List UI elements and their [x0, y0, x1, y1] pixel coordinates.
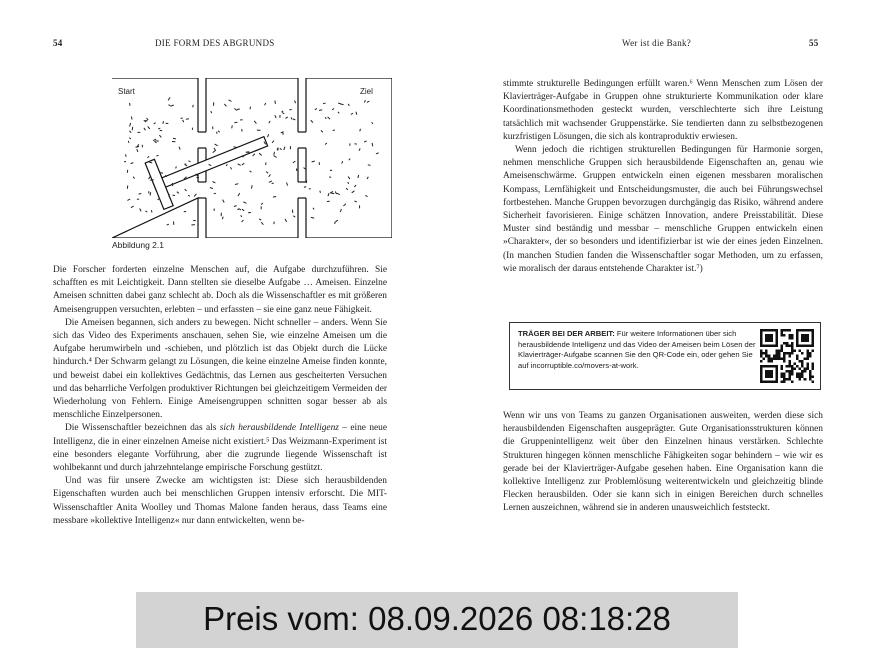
- ant: [365, 195, 367, 196]
- figure-caption: Abbildung 2.1: [112, 240, 164, 250]
- ant: [242, 209, 244, 211]
- ant: [340, 104, 344, 105]
- ant: [250, 171, 252, 173]
- ant: [214, 193, 216, 194]
- ant: [215, 144, 218, 146]
- ant: [241, 215, 242, 217]
- ant: [131, 206, 134, 208]
- right-page-number: 55: [809, 38, 819, 48]
- ant: [337, 193, 340, 194]
- ant: [330, 170, 332, 171]
- ant: [319, 110, 322, 111]
- ant: [168, 97, 170, 100]
- left-page-number: 54: [53, 38, 63, 48]
- ant: [154, 123, 156, 124]
- ant: [364, 141, 367, 142]
- ant: [237, 109, 240, 110]
- ant: [372, 122, 373, 123]
- ant: [315, 108, 317, 110]
- maze-right-chamber: [306, 78, 392, 238]
- ant: [238, 164, 241, 166]
- ant: [193, 105, 194, 107]
- ant: [323, 103, 325, 104]
- ant: [274, 156, 277, 158]
- ant: [291, 117, 292, 119]
- ant: [352, 191, 355, 193]
- ant: [131, 117, 132, 120]
- ant: [340, 209, 341, 212]
- ant: [229, 100, 232, 102]
- ant: [159, 135, 161, 137]
- ant: [333, 130, 335, 131]
- paragraph: Die Ameisen begannen, sich anders zu bewegen. Nicht schneller – anders. Wenn Sie sich das Video des Experiments anschauen, sehen Sie, wie einzelne Ameisen um die Aufgabe herumwirbeln und -schieben, und plötzlich ist das Objekt durch die Lücke hindurch.⁴ Der Schwarm gelangt zu Lösungen, die keine einzelne Ameise finden konnte, und beweist dabei ein kollektives Gedächtnis, das Lernen aus gescheiterten Versuchen und das beharrliche Verfolgen produktiver Richtungen bei gleichzeitigem Vermeiden der Wiederholung von Fehlern. Einige Ameisengruppen schnitten sogar besser ab als menschliche Einzelpersonen.: [53, 317, 387, 421]
- ant: [287, 183, 288, 186]
- ant: [284, 147, 285, 150]
- paragraph: Und was für unsere Zwecke am wichtigsten ist: Diese sich herausbildenden Eigenschaften wurden auch bei menschlichen Gruppen intensiv erforscht. Die MIT-Wissenschaftler Anita Woolley und Thomas Malone fanden heraus, dass Teams eine messbare »kollektive Intelligenz« nur dann entwickelten, wenn be-: [53, 476, 387, 526]
- ant: [275, 100, 276, 104]
- ant: [213, 151, 215, 153]
- ant: [156, 155, 158, 156]
- ant: [127, 199, 130, 200]
- ant: [238, 193, 240, 196]
- maze-diagram: [112, 78, 392, 238]
- ant: [185, 189, 187, 191]
- ant: [261, 203, 262, 205]
- ant: [269, 121, 270, 123]
- ant: [261, 222, 263, 225]
- ant: [293, 216, 295, 217]
- ant: [179, 147, 180, 150]
- ant: [342, 161, 343, 164]
- ant: [356, 112, 357, 115]
- ant: [367, 101, 370, 102]
- ant: [210, 188, 213, 189]
- ant: [285, 219, 287, 222]
- ant: [338, 103, 340, 104]
- ant: [364, 100, 365, 102]
- ant: [329, 177, 331, 178]
- maze-goal-label: Ziel: [360, 87, 373, 96]
- ant: [235, 184, 238, 185]
- ant: [237, 209, 239, 210]
- ant: [233, 147, 236, 148]
- ant: [218, 131, 220, 133]
- ant: [147, 118, 149, 120]
- ant: [149, 177, 150, 180]
- ant: [254, 121, 256, 124]
- ant: [196, 177, 199, 178]
- ant: [312, 161, 315, 162]
- ant: [150, 180, 154, 181]
- ant: [338, 112, 339, 114]
- ant: [176, 167, 177, 169]
- ant: [246, 152, 250, 153]
- ant: [376, 153, 379, 154]
- ant: [281, 132, 283, 133]
- ant: [188, 195, 190, 196]
- ant: [332, 109, 334, 110]
- ant: [285, 117, 287, 119]
- paragraph: Wenn jedoch die richtigen strukturellen Bedingungen für Harmonie sorgen, nehmen menschliche Gruppen sich herausbildende Eigenschaften an, genau wie Ameisenschwärme. Gruppen entwickeln einen eigenen messbaren moralischen Kompass, Lernfähigkeit und Entscheidungsmuster, die auch bei Führungswechsel fortbestehen. Manche Gruppen bevorzugen durchgängig das Risiko, während andere Sicherheit favorisieren. Einige schätzen Innovation, andere Preisstabilität. Diese Muster sind beständig und messbar – menschliche Gruppen entwickeln einen »Charakter«, der so besonders und identifizierbar ist wie der eines jeden Einzelnen. (In manchen Studien fanden die Wissenschaftler sogar Methoden, um zu erfassen, wie moralisch der daraus entstehende Charakter ist.⁷): [503, 145, 823, 274]
- ant: [250, 107, 251, 110]
- t-shaped-load: [145, 118, 275, 209]
- right-body-text-top: [503, 78, 823, 276]
- ant: [348, 104, 349, 106]
- ant: [169, 105, 171, 106]
- ant: [259, 153, 262, 155]
- price-banner-text: Preis vom: 08.09.2026 08:18:28: [203, 600, 671, 637]
- ant: [372, 143, 373, 146]
- ant: [311, 120, 313, 122]
- paragraph: Die Wissenschaftler bezeichnen das als sich herausbildende Intelligenz – eine neue Intelligenz, die in einer einzelnen Ameise nicht existiert.⁵ Das Weizmann-Experiment ist eine besonders elegante Vorführung, aber die zugrunde liegende Wissenschaft ist wohlbekannt und durch jahrzehntelange empirische Forschung gestützt.: [53, 423, 388, 474]
- info-box-body: Für weitere Informationen über sich herausbildende Intelligenz und das Video der Ameisen beim Lösen der Klavierträger-Aufgabe scannen Sie den QR-Code ein, oder gehen Sie auf incorruptible.co/movers-at-work.: [518, 329, 756, 370]
- ant: [354, 201, 357, 202]
- maze-figure: [112, 78, 392, 238]
- ant: [346, 188, 348, 190]
- ant: [268, 134, 269, 137]
- ant: [129, 138, 131, 139]
- ant: [358, 175, 359, 178]
- ant: [251, 185, 252, 188]
- ant: [269, 174, 271, 177]
- ant: [328, 117, 330, 119]
- ant: [139, 193, 142, 194]
- ant: [160, 173, 163, 174]
- ant: [259, 219, 261, 220]
- ant: [327, 201, 330, 202]
- ant: [280, 148, 282, 149]
- ant: [128, 141, 129, 143]
- ant: [274, 152, 275, 155]
- ant: [348, 177, 350, 179]
- maze-left-chamber: [112, 78, 198, 238]
- info-box-text: [518, 329, 756, 371]
- maze-start-label: Start: [118, 87, 135, 96]
- ant: [131, 163, 134, 164]
- ant: [177, 192, 179, 194]
- ant: [320, 191, 321, 193]
- right-running-head: Wer ist die Bank?: [622, 38, 692, 48]
- ant: [311, 217, 314, 218]
- ant: [242, 220, 244, 222]
- ant: [194, 194, 196, 197]
- ant: [223, 200, 225, 203]
- ant: [354, 185, 356, 187]
- emphasis: sich herausbildende Intelligenz: [219, 423, 339, 434]
- ant: [158, 199, 160, 200]
- ant: [325, 143, 327, 145]
- ant: [242, 163, 244, 165]
- ant: [158, 128, 160, 129]
- paragraph: Die Forscher forderten einzelne Menschen auf, die Aufgabe durchzuführen. Sie schafften es mit Leichtigkeit. Dann stellten sie dieselbe Aufgabe … Ameisen. Einzelne Ameisen schnitten dabei ganz schlecht ab. Doch als die Wissenschaftler es mit größeren Ameisengruppen versuchten, erlebten – und erfassten – sie eine ganz neue Fähigkeit.: [53, 265, 387, 315]
- ant: [154, 141, 156, 143]
- ant: [274, 222, 275, 225]
- ant: [360, 129, 361, 132]
- ant: [226, 164, 227, 166]
- ant: [265, 103, 266, 105]
- ant: [214, 148, 216, 151]
- ant: [359, 149, 360, 151]
- ant: [213, 182, 216, 183]
- info-box-title: TRÄGER BEI DER ARBEIT:: [518, 329, 615, 338]
- ant: [234, 206, 237, 207]
- ant: [130, 123, 131, 127]
- ant: [148, 156, 150, 157]
- qr-code-icon[interactable]: [760, 329, 814, 383]
- ant: [133, 177, 135, 179]
- ant: [144, 128, 146, 130]
- paragraph: Wenn wir uns von Teams zu ganzen Organisationen ausweiten, werden diese sich herausbildenden Eigenschaften ausgeprägter. Gute Organisationsstrukturen können die Gruppenintelligenz weit über den Einzelnen hinaus verstärken. Schlechte Strukturen hingegen können menschliche Fähigkeiten sogar behindern – wie wir es gerade bei der Klavierträger-Aufgabe gesehen haben. Eine Organisation kann die kollektive Intelligenz zur Problemlösung weiterentwickeln und gleichzeitig blinde Flecken herausbilden. Oder sie kann sich in einigen Bereichen durch schnelles Lernen auszeichnen, während sie in anderen unausweichlich feststeckt.: [503, 411, 823, 514]
- ant: [272, 141, 274, 143]
- ant: [321, 130, 323, 132]
- ant: [304, 187, 306, 188]
- ant: [293, 119, 296, 120]
- ant: [349, 159, 350, 161]
- ant: [124, 161, 126, 162]
- info-box: [509, 322, 821, 390]
- ant: [282, 113, 284, 114]
- ant: [185, 165, 187, 166]
- right-page: [437, 0, 874, 648]
- ant: [149, 162, 152, 163]
- ant: [148, 127, 150, 129]
- ant: [189, 161, 191, 162]
- ant: [368, 165, 371, 166]
- ant: [234, 109, 237, 111]
- ant: [167, 224, 169, 225]
- ant: [313, 208, 314, 210]
- ant: [170, 105, 173, 106]
- ant: [269, 181, 272, 183]
- ant: [224, 104, 226, 106]
- ant: [153, 139, 156, 141]
- ant: [253, 154, 255, 156]
- left-body-text: [53, 264, 387, 528]
- ant: [325, 117, 326, 119]
- ant: [129, 131, 131, 133]
- ant: [336, 220, 338, 222]
- ant: [132, 127, 133, 131]
- ant: [231, 167, 232, 169]
- ant: [145, 211, 147, 212]
- right-body-text-bottom: [503, 410, 823, 516]
- ant: [282, 111, 284, 112]
- price-banner: [136, 592, 738, 648]
- ant: [232, 125, 233, 128]
- ant: [150, 192, 151, 195]
- ant: [293, 161, 296, 163]
- ant: [273, 197, 276, 198]
- ant: [275, 115, 276, 118]
- ant: [348, 182, 349, 184]
- ant: [173, 138, 176, 139]
- ant: [351, 113, 353, 114]
- ant: [295, 100, 296, 103]
- ant: [222, 217, 223, 220]
- ant: [211, 111, 212, 113]
- ant: [367, 177, 368, 179]
- ant: [328, 193, 329, 196]
- ant: [335, 191, 336, 194]
- ant: [140, 209, 141, 212]
- paragraph: stimmte strukturelle Bedingungen erfüllt waren.⁶ Wenn Menschen zum Lösen der Klavierträger-Aufgabe in Gruppen ohne strukturierte Kommunikation oder klare Koordinationsmethoden gesteckt wurden, verschlechterte sich ihre Leistung tatsächlich mit wachsender Gruppenstärke. Sie tendierten dann zu selbstbezogenen kurzfristigen Lösungen, die sich als kontraproduktiv erwiesen.: [503, 79, 823, 142]
- ant: [127, 186, 128, 189]
- ant: [183, 120, 184, 122]
- ant: [243, 202, 246, 204]
- ant: [266, 172, 268, 174]
- ant: [343, 204, 346, 206]
- left-running-head: DIE FORM DES ABGRUNDS: [155, 38, 275, 48]
- ant: [137, 149, 138, 152]
